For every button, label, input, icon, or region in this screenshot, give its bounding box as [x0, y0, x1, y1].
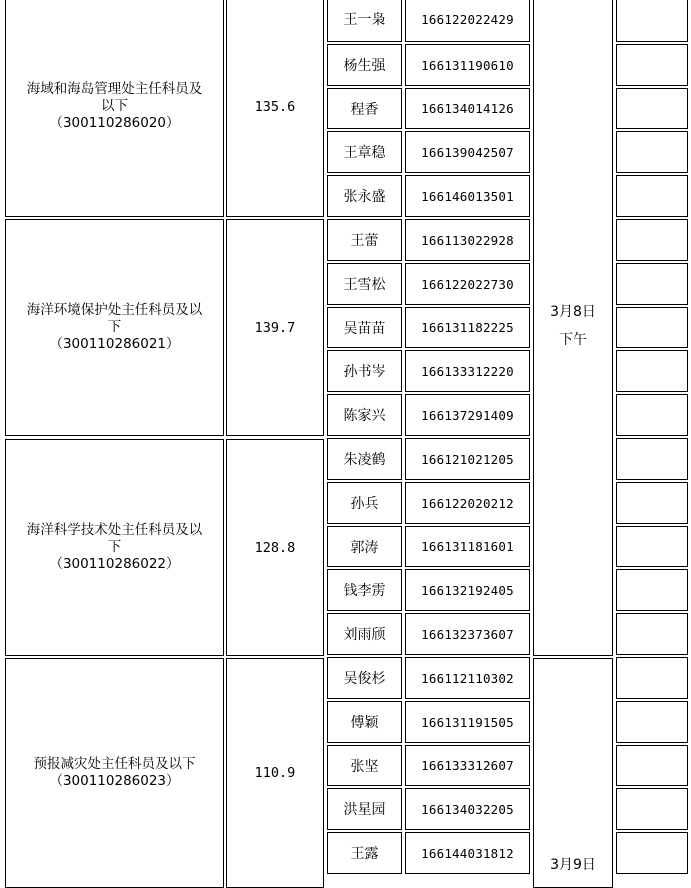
position-title-cont: 下: [107, 539, 122, 555]
remark-cell: [616, 701, 688, 743]
candidate-name-text: 杨生强: [343, 58, 386, 74]
candidate-id: [405, 613, 530, 655]
candidate-name-text: 吴苗苗: [343, 320, 386, 337]
remark-cell: [616, 263, 688, 305]
candidate-id-text: 166137291409: [421, 407, 514, 423]
candidate-name: [327, 394, 402, 436]
remark-cell: [616, 526, 688, 567]
candidate-name: [327, 263, 402, 305]
candidate-name: [327, 0, 402, 42]
candidate-id-text: 166131190610: [421, 57, 514, 73]
min-score-cell: [226, 0, 324, 217]
candidate-name-text: 王露: [350, 846, 379, 862]
candidate-name: [327, 88, 402, 129]
min-score: 139.7: [254, 319, 296, 336]
position-title: 海域和海岛管理处主任科员及: [26, 81, 203, 97]
candidate-id: [405, 263, 530, 305]
remark-cell: [616, 482, 688, 524]
remark-cell: [616, 832, 688, 874]
candidate-id: [405, 438, 530, 480]
candidate-id-text: 166122022730: [421, 276, 514, 292]
candidate-name-text: 孙兵: [350, 496, 379, 512]
candidate-name: [327, 613, 402, 655]
candidate-id-text: 166122022429: [421, 11, 514, 27]
position-cell: [5, 219, 224, 436]
candidate-name-text: 程香: [350, 101, 379, 118]
candidate-id-text: 166112110302: [421, 670, 514, 686]
candidate-name-text: 张永盛: [343, 189, 386, 205]
candidate-name-text: 王蕾: [350, 233, 379, 249]
candidate-id-text: 166113022928: [421, 232, 514, 248]
interview-period: 下午: [559, 332, 587, 348]
candidate-name-text: 王雪松: [343, 277, 386, 293]
candidate-name-text: 孙书岑: [343, 364, 386, 380]
candidate-name: [327, 307, 402, 348]
candidate-id-text: 166133312220: [421, 363, 514, 379]
min-score-cell: [226, 658, 324, 888]
candidate-name-text: 朱凌鹤: [343, 452, 386, 468]
candidate-name-text: 王一枭: [343, 12, 386, 28]
candidate-name: [327, 569, 402, 611]
candidate-id: [405, 788, 530, 830]
remark-cell: [616, 745, 688, 786]
candidate-name: [327, 657, 402, 699]
position-cell: [5, 658, 224, 888]
candidate-name: [327, 526, 402, 567]
candidate-name: [327, 482, 402, 524]
candidate-id: [405, 131, 530, 173]
candidate-id-text: 166121021205: [421, 451, 514, 467]
candidate-name-text: 陈家兴: [343, 408, 386, 424]
candidate-id-text: 166134032205: [421, 801, 514, 817]
candidate-name-text: 王章稳: [343, 145, 386, 161]
candidate-id: [405, 657, 530, 699]
position-cell: [5, 0, 224, 217]
candidate-id-text: 166134014126: [421, 101, 514, 116]
remark-cell: [616, 307, 688, 348]
min-score-cell: [226, 439, 324, 656]
remark-cell: [616, 175, 688, 217]
interview-time-cell: [533, 658, 613, 888]
position-title-cont: 下: [107, 319, 122, 335]
position-title: 预报减灾处主任科员及以下: [33, 756, 196, 772]
candidate-id: [405, 350, 530, 392]
candidate-id-text: 166132373607: [421, 626, 514, 642]
candidate-name: [327, 745, 402, 786]
remark-cell: [616, 0, 688, 42]
candidate-id-text: 166139042507: [421, 144, 514, 160]
remark-cell: [616, 131, 688, 173]
remark-cell: [616, 613, 688, 655]
candidate-name: [327, 175, 402, 217]
remark-cell: [616, 657, 688, 699]
candidate-name: [327, 832, 402, 874]
candidate-id: [405, 219, 530, 261]
candidate-name: [327, 219, 402, 261]
position-cell: [5, 439, 224, 656]
candidate-name-text: 洪星园: [343, 802, 386, 818]
candidate-id: [405, 0, 530, 42]
position-title: 海洋科学技术处主任科员及以: [26, 522, 203, 538]
candidate-name: [327, 131, 402, 173]
candidate-id-text: 166146013501: [421, 188, 514, 204]
candidate-id-text: 166133312607: [421, 758, 514, 773]
candidate-id: [405, 569, 530, 611]
candidate-id-text: 166131181601: [421, 539, 514, 554]
remark-cell: [616, 788, 688, 830]
candidate-name: [327, 350, 402, 392]
remark-cell: [616, 569, 688, 611]
position-code: （300110286023）: [49, 773, 180, 789]
candidate-name: [327, 788, 402, 830]
candidate-id: [405, 482, 530, 524]
position-code: （300110286020）: [49, 115, 180, 131]
remark-cell: [616, 394, 688, 436]
min-score: 135.6: [254, 98, 296, 115]
candidate-name: [327, 438, 402, 480]
min-score-cell: [226, 219, 324, 436]
remark-cell: [616, 219, 688, 261]
candidate-name: [327, 44, 402, 86]
candidate-id: [405, 307, 530, 348]
position-code: （300110286021）: [49, 336, 180, 352]
candidate-name-text: 张坚: [350, 758, 379, 775]
candidate-name-text: 郭涛: [350, 539, 379, 556]
candidate-name-text: 吴俊杉: [343, 671, 386, 687]
candidate-name-text: 钱李雳: [343, 583, 386, 599]
candidate-id: [405, 526, 530, 567]
candidate-id: [405, 44, 530, 86]
candidate-id: [405, 175, 530, 217]
remark-cell: [616, 44, 688, 86]
interview-date: 3月8日: [550, 304, 596, 320]
candidate-id: [405, 394, 530, 436]
candidate-id: [405, 701, 530, 743]
interview-date: 3月9日: [550, 857, 596, 873]
candidate-id-text: 166131182225: [421, 320, 514, 335]
remark-cell: [616, 350, 688, 392]
interview-time-cell: [533, 0, 613, 656]
remark-cell: [616, 438, 688, 480]
candidate-id: [405, 88, 530, 129]
position-title-cont: 以下: [101, 98, 128, 114]
min-score: 110.9: [254, 765, 296, 781]
candidate-id: [405, 832, 530, 874]
candidate-name-text: 傅颖: [350, 715, 379, 731]
candidate-name-text: 刘雨颀: [343, 627, 386, 643]
position-title: 海洋环境保护处主任科员及以: [26, 302, 203, 318]
min-score: 128.8: [254, 539, 296, 556]
candidate-id-text: 166132192405: [421, 582, 514, 598]
candidate-id-text: 166131191505: [421, 714, 514, 730]
position-code: （300110286022）: [49, 556, 180, 572]
candidate-id-text: 166144031812: [421, 845, 514, 861]
candidate-id-text: 166122020212: [421, 495, 514, 511]
remark-cell: [616, 88, 688, 129]
candidate-id: [405, 745, 530, 786]
candidate-name: [327, 701, 402, 743]
